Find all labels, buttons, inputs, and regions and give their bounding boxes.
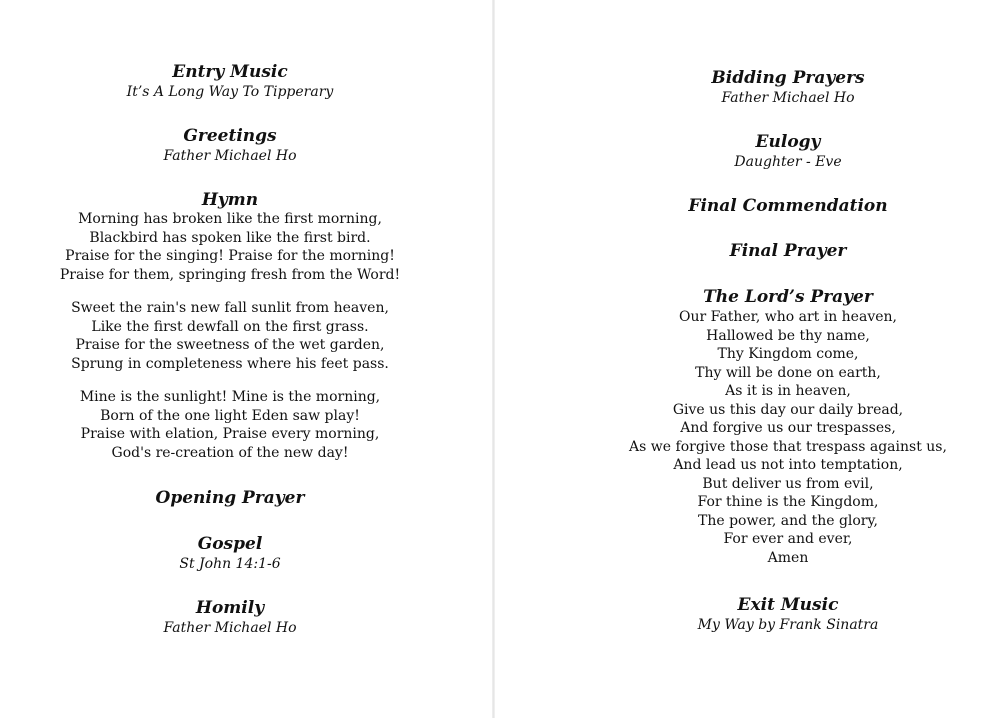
hymn-line: Praise for the sweetness of the wet garden, bbox=[75, 337, 385, 353]
lords-prayer-heading: The Lord’s Prayer bbox=[703, 287, 873, 307]
opening-prayer-section bbox=[0, 487, 460, 509]
exit-music-section bbox=[586, 594, 990, 635]
hymn-line: Praise for the singing! Praise for the morning! bbox=[65, 248, 395, 264]
hymn-line: Sweet the rain's new fall sunlit from heaven, bbox=[71, 300, 389, 316]
hymn-line: Praise with elation, Praise every morning, bbox=[80, 426, 380, 442]
prayer-line: Thy Kingdom come, bbox=[717, 346, 859, 362]
final-prayer-heading: Final Prayer bbox=[729, 241, 847, 261]
hymn-line: Praise for them, springing fresh from the Word! bbox=[59, 266, 401, 283]
page-fold bbox=[492, 0, 495, 718]
greetings-detail: Father Michael Ho bbox=[163, 148, 297, 164]
hymn-line: Like the first dewfall on the first grass. bbox=[91, 318, 369, 335]
hymn-line: Sprung in completeness where his feet pass. bbox=[71, 355, 389, 372]
prayer-line: And lead us not into temptation, bbox=[673, 457, 903, 473]
entry-music-detail: It’s A Long Way To Tipperary bbox=[126, 84, 334, 100]
prayer-line: Give us this day our daily bread, bbox=[672, 401, 904, 418]
homily-detail: Father Michael Ho bbox=[163, 620, 297, 636]
prayer-line: Hallowed be thy name, bbox=[706, 327, 870, 344]
lords-prayer-section bbox=[586, 286, 990, 567]
prayer-line: As it is in heaven, bbox=[725, 383, 851, 399]
final-prayer-section bbox=[586, 240, 990, 262]
bidding-prayers-detail: Father Michael Ho bbox=[721, 90, 855, 106]
homily-heading: Homily bbox=[195, 598, 265, 618]
hymn-section bbox=[0, 189, 460, 211]
hymn-heading: Hymn bbox=[201, 190, 259, 210]
eulogy-heading: Eulogy bbox=[755, 132, 821, 152]
entry-music-heading: Entry Music bbox=[172, 62, 288, 82]
hymn-line: God's re-creation of the new day! bbox=[111, 444, 349, 461]
prayer-line: Our Father, who art in heaven, bbox=[679, 309, 897, 325]
gospel-detail: St John 14:1-6 bbox=[179, 556, 281, 572]
homily-section bbox=[0, 597, 460, 638]
exit-music-detail: My Way by Frank Sinatra bbox=[697, 617, 879, 633]
hymn-verse-2 bbox=[0, 299, 460, 373]
prayer-line: And forgive us our trespasses, bbox=[680, 420, 896, 436]
eulogy-section bbox=[586, 131, 990, 172]
greetings-section bbox=[0, 125, 460, 166]
entry-music-section bbox=[0, 61, 460, 102]
bidding-prayers-section bbox=[586, 67, 990, 108]
opening-prayer-heading: Opening Prayer bbox=[155, 488, 305, 508]
hymn-line: Blackbird has spoken like the first bird. bbox=[89, 229, 371, 246]
hymn-line: Born of the one light Eden saw play! bbox=[100, 407, 360, 424]
eulogy-detail: Daughter - Eve bbox=[734, 154, 842, 170]
prayer-line: For thine is the Kingdom, bbox=[697, 494, 879, 510]
hymn-line: Mine is the sunlight! Mine is the morning, bbox=[79, 389, 381, 405]
hymn-line: Morning has broken like the first morning, bbox=[78, 211, 382, 227]
gospel-heading: Gospel bbox=[197, 534, 263, 554]
final-commendation-heading: Final Commendation bbox=[688, 196, 888, 216]
exit-music-heading: Exit Music bbox=[737, 595, 839, 615]
prayer-line: But deliver us from evil, bbox=[702, 475, 874, 492]
prayer-line: The power, and the glory, bbox=[697, 512, 879, 529]
greetings-heading: Greetings bbox=[183, 126, 277, 146]
bidding-prayers-heading: Bidding Prayers bbox=[711, 68, 865, 88]
hymn-verse-1 bbox=[0, 210, 460, 284]
final-commendation-section bbox=[586, 195, 990, 217]
prayer-line: Thy will be done on earth, bbox=[695, 364, 881, 381]
prayer-line: As we forgive those that trespass against us, bbox=[629, 438, 947, 455]
hymn-verse-3 bbox=[0, 388, 460, 462]
prayer-line: For ever and ever, bbox=[723, 531, 853, 547]
prayer-line: Amen bbox=[767, 549, 809, 566]
gospel-section bbox=[0, 533, 460, 574]
